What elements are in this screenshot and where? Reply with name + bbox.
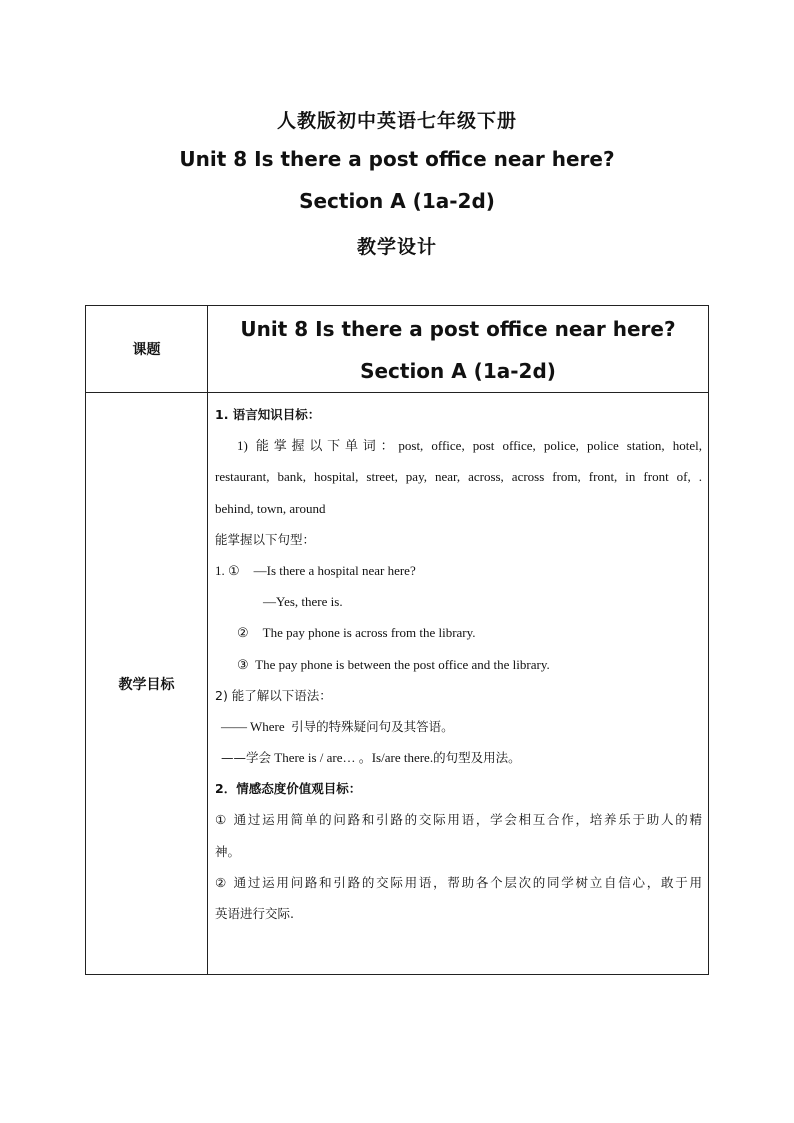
topic-line-1: Unit 8 Is there a post office near here?	[240, 317, 676, 341]
vocab-line-1: 1) 能掌握以下单词：post, office, post office, police, police station, hotel,	[237, 438, 702, 454]
sentence-3-number: ③	[237, 656, 249, 672]
sentence-heading: 能掌握以下句型：	[215, 531, 316, 547]
grammar-2-en: There is / are… 。Is/are there.	[274, 750, 434, 766]
topic-label: 课题	[86, 306, 208, 393]
emotion-1-line-2: 神。	[215, 843, 241, 859]
grammar-2-text: 的句型及用法。	[433, 750, 521, 766]
doc-type: 教学设计	[356, 236, 437, 258]
emotion-1-line-1: ① 通过运用简单的问路和引路的交际用语，学会相互合作，培养乐于助人的精	[215, 812, 702, 828]
emotion-2-line-2: 英语进行交际.	[215, 906, 294, 921]
sentence-1-answer: —Yes, there is.	[263, 594, 343, 610]
sentence-2-number: ②	[237, 625, 249, 641]
goal1-heading: 1. 语言知识目标：	[215, 407, 321, 422]
vocab-line-2: restaurant, bank, hospital, street, pay, near, across, across from, front, in front of, .	[215, 469, 702, 485]
sentence-3	[215, 649, 702, 680]
topic-cell	[208, 306, 709, 393]
unit-title: Unit 8 Is there a post office near here?	[179, 147, 615, 171]
goals-cell	[208, 393, 709, 975]
sentence-3-text: The pay phone is between the post office and the library.	[255, 656, 550, 672]
grammar-2	[215, 742, 702, 773]
table-row-goals	[86, 393, 709, 975]
section-title: Section A (1a-2d)	[299, 189, 495, 213]
grammar-2-dash: ——学会	[221, 750, 272, 766]
goal2-heading: 2．情感态度价值观目标：	[215, 781, 362, 797]
grammar-heading: 2) 能了解以下语法：	[215, 687, 332, 703]
sentence-1-q-text: —Is there a hospital near here?	[253, 562, 416, 578]
sentence-2	[215, 617, 702, 648]
goals-label: 教学目标	[86, 393, 208, 975]
sentence-1-question	[215, 555, 702, 586]
topic-line-2: Section A (1a-2d)	[360, 359, 556, 383]
sentence-2-text: The pay phone is across from the library.	[262, 625, 476, 641]
sentence-1-number: 1. ①	[215, 562, 240, 578]
emotion-2-line-1: ② 通过运用问路和引路的交际用语，帮助各个层次的同学树立自信心，敢于用	[215, 874, 702, 890]
grammar-1-dash: —— Where	[221, 718, 285, 734]
vocab-line-3: behind, town, around	[215, 500, 326, 516]
lesson-table	[85, 305, 709, 975]
doc-title: 人教版初中英语七年级下册	[276, 110, 517, 132]
grammar-1	[215, 711, 702, 742]
grammar-1-text: 引导的特殊疑问句及其答语。	[291, 718, 454, 734]
table-row-topic	[86, 306, 709, 393]
